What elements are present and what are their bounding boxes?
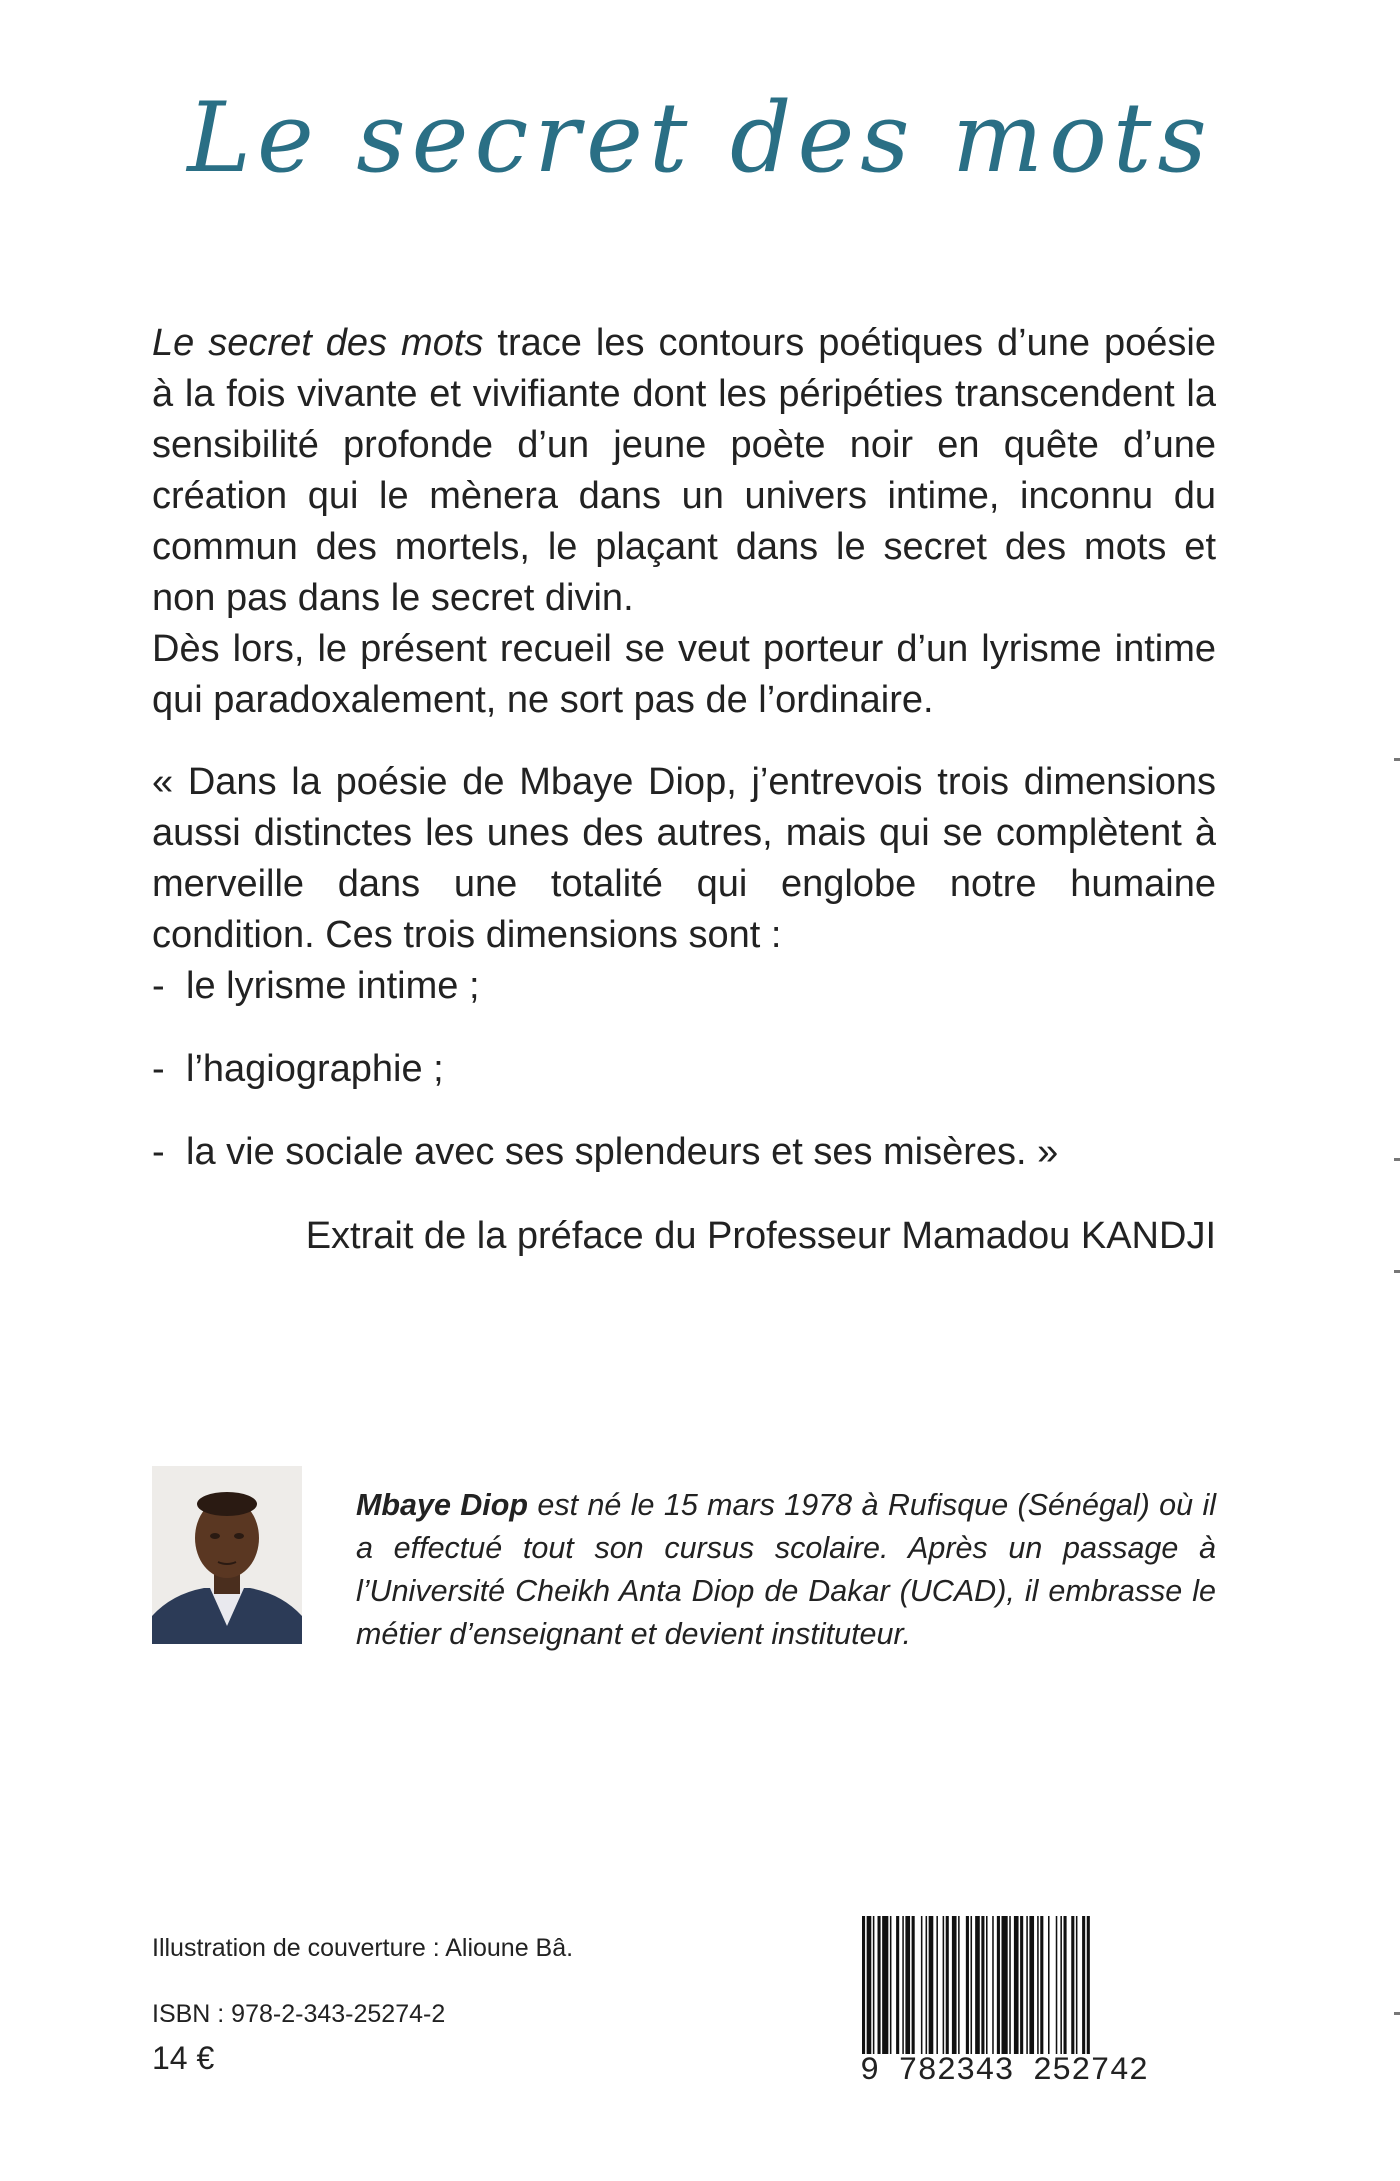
barcode-bar bbox=[975, 1916, 980, 2054]
barcode-bar bbox=[946, 1916, 949, 2054]
bullet-text: le lyrisme intime ; bbox=[186, 965, 480, 1007]
bullet-text: l’hagiographie ; bbox=[186, 1048, 444, 1090]
barcode-bar bbox=[997, 1916, 1000, 2054]
author-portrait-image bbox=[152, 1466, 302, 1644]
isbn-text: ISBN : 978-2-343-25274-2 bbox=[152, 2000, 446, 2028]
barcode-bar bbox=[921, 1916, 923, 2054]
barcode-bar bbox=[1048, 1916, 1050, 2054]
barcode-bar bbox=[1040, 1916, 1043, 2054]
bullet-text: la vie sociale avec ses splendeurs et ses misères. » bbox=[186, 1131, 1059, 1173]
bullet-item bbox=[152, 1127, 1216, 1203]
barcode-bar bbox=[1082, 1916, 1085, 2054]
trim-mark bbox=[1394, 1270, 1400, 1273]
price: 14 € bbox=[152, 2040, 215, 2076]
barcode-bar bbox=[992, 1916, 994, 2054]
barcode-bar bbox=[1060, 1916, 1062, 2054]
paragraph-lyrisme: Dès lors, le présent recueil se veut porteur d’un lyrisme intime qui paradoxalement, ne sort pas de l’ordinaire. bbox=[152, 628, 1216, 721]
paragraph-preface-quote: « Dans la poésie de Mbaye Diop, j’entrevois trois dimensions aussi distinctes les unes des autres, mais qui se complètent à merveille dans une totalité qui englobe notre humaine condition. Ces trois dimensions sont : bbox=[152, 761, 1216, 956]
bullet-item bbox=[152, 961, 1216, 1044]
barcode-bar bbox=[986, 1916, 988, 2054]
author-bio-text: est né le 15 mars 1978 à Rufisque (Sénégal) où il a effectué tout son cursus scolaire. Après un passage à l’Université Cheikh Anta Diop de Dakar (UCAD), il embrasse le métier d’enseignant et devient instituteur. bbox=[356, 1488, 1216, 1651]
trim-mark bbox=[1394, 1158, 1400, 1161]
barcode-bar bbox=[929, 1916, 934, 2054]
intro-title-italic: Le secret des mots bbox=[152, 322, 484, 364]
book-title: Le secret des mots bbox=[187, 82, 1213, 194]
barcode-bar bbox=[1020, 1916, 1023, 2054]
barcode-bar bbox=[1076, 1916, 1078, 2054]
barcode-bar bbox=[936, 1916, 938, 2054]
barcode-bar bbox=[981, 1916, 984, 2054]
cover-illustration-credit: Illustration de couverture : Alioune Bâ. bbox=[152, 1934, 574, 1962]
intro-text: trace les contours poétiques d’une poésie à la fois vivante et vivifiante dont les péripéties transcendent la sensibilité profonde d’un jeune poète noir en quête d’une création qui le mènera dans un univers intime, inconnu du commun des mortels, le plaçant dans le secret des mots et non pas dans le secret divin. bbox=[152, 322, 1216, 619]
barcode-bar bbox=[878, 1916, 881, 2054]
barcode-bar bbox=[882, 1916, 888, 2054]
barcode-bar bbox=[952, 1916, 957, 2054]
barcode-bar bbox=[1087, 1916, 1090, 2054]
author-bio bbox=[356, 1484, 1216, 1656]
barcode-bar bbox=[862, 1916, 865, 2054]
author-photo bbox=[152, 1466, 302, 1644]
barcode-bar bbox=[1064, 1916, 1067, 2054]
paragraph-intro bbox=[152, 318, 1216, 624]
barcode-bar bbox=[1002, 1916, 1008, 2054]
barcode-digits: 9 782343 252742 bbox=[860, 2052, 1149, 2089]
bullet-marker: - bbox=[152, 1131, 165, 1173]
barcode-bar bbox=[902, 1916, 904, 2054]
bullet-item bbox=[152, 1044, 1216, 1127]
barcode-bar bbox=[867, 1916, 872, 2054]
barcode-bar bbox=[943, 1916, 945, 2054]
barcode-bar bbox=[966, 1916, 969, 2054]
barcode-bar bbox=[905, 1916, 910, 2054]
barcode-bar bbox=[958, 1916, 960, 2054]
preface-source: Extrait de la préface du Professeur Mamadou KANDJI bbox=[305, 1215, 1216, 1257]
barcode-bar bbox=[1009, 1916, 1011, 2054]
author-name: Mbaye Diop bbox=[356, 1488, 529, 1522]
trim-mark bbox=[1394, 758, 1400, 761]
barcode-bar bbox=[896, 1916, 899, 2054]
barcode-bar bbox=[873, 1916, 875, 2054]
barcode-bar bbox=[1037, 1916, 1039, 2054]
trim-mark bbox=[1394, 2012, 1400, 2015]
barcode-bar bbox=[926, 1916, 928, 2054]
barcode-bar bbox=[890, 1916, 892, 2054]
barcode-bar bbox=[1014, 1916, 1019, 2054]
bullet-marker: - bbox=[152, 1048, 165, 1090]
back-cover-text bbox=[152, 318, 1216, 1262]
barcode-bar bbox=[1056, 1916, 1058, 2054]
bullet-marker: - bbox=[152, 965, 165, 1007]
barcode-bar bbox=[1029, 1916, 1034, 2054]
barcode-bar bbox=[971, 1916, 973, 2054]
barcode-bar bbox=[1026, 1916, 1028, 2054]
barcode-bar bbox=[1071, 1916, 1074, 2054]
barcode-bar bbox=[912, 1916, 915, 2054]
